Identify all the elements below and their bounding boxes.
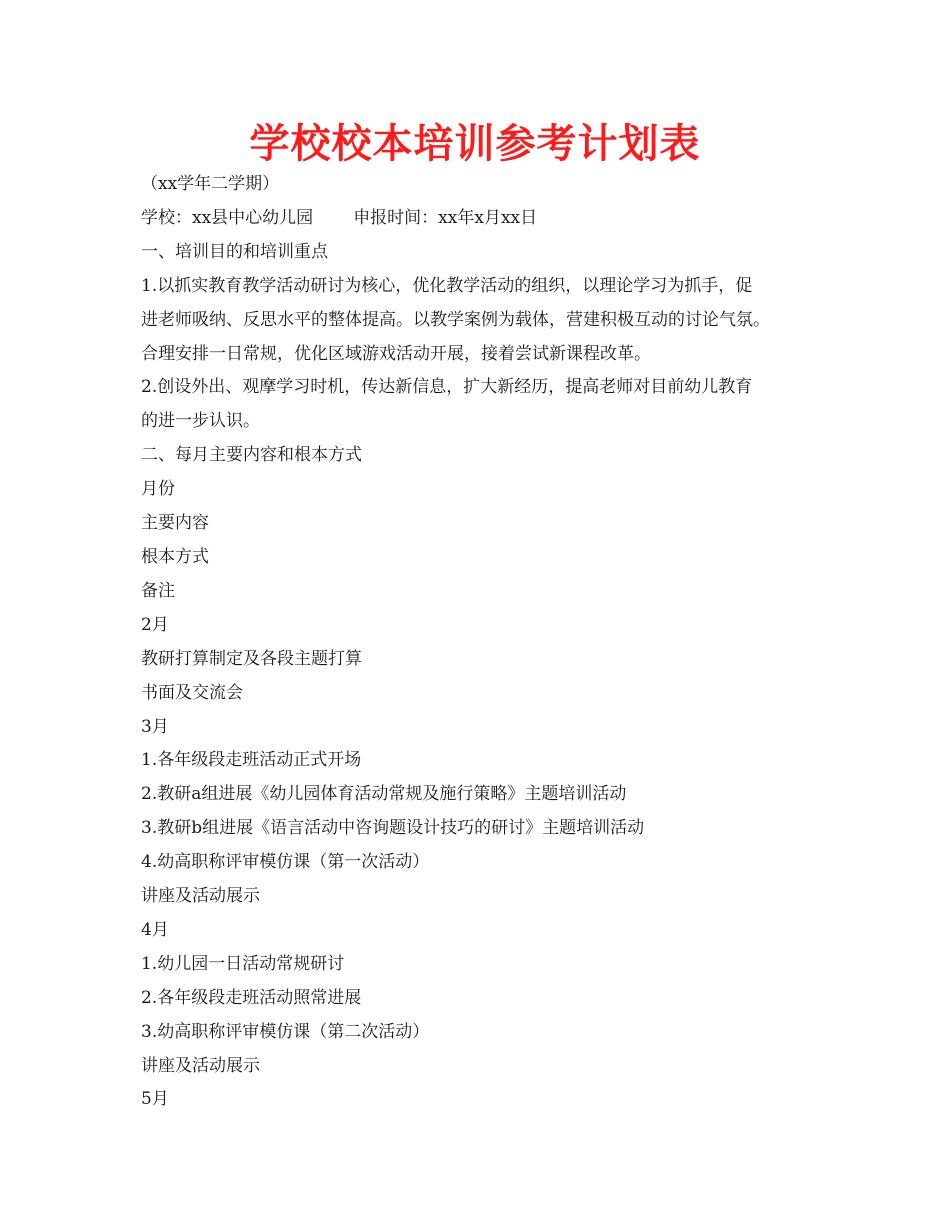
- school-info-line: [141, 202, 841, 236]
- table-cell-method: 讲座及活动展示: [141, 886, 260, 907]
- paragraph-line: 的进一步认识。: [141, 411, 260, 432]
- section-heading-1: 一、培训目的和培训重点: [141, 241, 328, 262]
- table-cell-content: 教研打算制定及各段主题打算: [141, 648, 362, 669]
- table-cell-content: 3.幼高职称评审模仿课（第二次活动）: [141, 1021, 430, 1042]
- table-cell-content: 3.教研b组进展《语言活动中咨询题设计技巧的研讨》主题培训活动: [141, 818, 645, 839]
- section-heading-2: 二、每月主要内容和根本方式: [141, 445, 362, 466]
- school-name: 学校：xx县中心幼儿园: [141, 207, 314, 228]
- document-body: [141, 168, 841, 1117]
- table-cell-month: 5月: [141, 1089, 169, 1110]
- table-cell-month: 4月: [141, 919, 169, 940]
- paragraph-line: 2.创设外出、观摩学习时机，传达新信息，扩大新经历，提高老师对目前幼儿教育: [141, 377, 753, 398]
- table-cell-method: 讲座及活动展示: [141, 1055, 260, 1076]
- document-title: 学校校本培训参考计划表: [249, 121, 701, 167]
- paragraph-line: 1.以抓实教育教学活动研讨为核心，优化教学活动的组织，以理论学习为抓手，促: [141, 275, 753, 296]
- semester-line: （xx学年二学期）: [141, 174, 280, 194]
- table-cell-content: 1.各年级段走班活动正式开场: [141, 750, 362, 771]
- report-time: 申报时间：xx年x月xx日: [353, 207, 538, 228]
- table-cell-method: 书面及交流会: [141, 682, 243, 703]
- table-cell-content: 4.幼高职称评审模仿课（第一次活动）: [141, 852, 430, 873]
- table-header-month: 月份: [141, 479, 175, 500]
- table-cell-month: 3月: [141, 716, 169, 737]
- table-cell-month: 2月: [141, 614, 169, 635]
- table-cell-content: 2.教研a组进展《幼儿园体育活动常规及施行策略》主题培训活动: [141, 784, 627, 805]
- table-header-notes: 备注: [141, 580, 175, 601]
- paragraph-line: 合理安排一日常规，优化区域游戏活动开展，接着尝试新课程改革。: [141, 343, 651, 364]
- table-header-content: 主要内容: [141, 513, 209, 534]
- table-cell-content: 2.各年级段走班活动照常进展: [141, 987, 362, 1008]
- paragraph-line: 进老师吸纳、反思水平的整体提高。以教学案例为载体，营建积极互动的讨论气氛。: [141, 309, 770, 330]
- table-cell-content: 1.幼儿园一日活动常规研讨: [141, 953, 345, 974]
- table-header-method: 根本方式: [141, 546, 209, 567]
